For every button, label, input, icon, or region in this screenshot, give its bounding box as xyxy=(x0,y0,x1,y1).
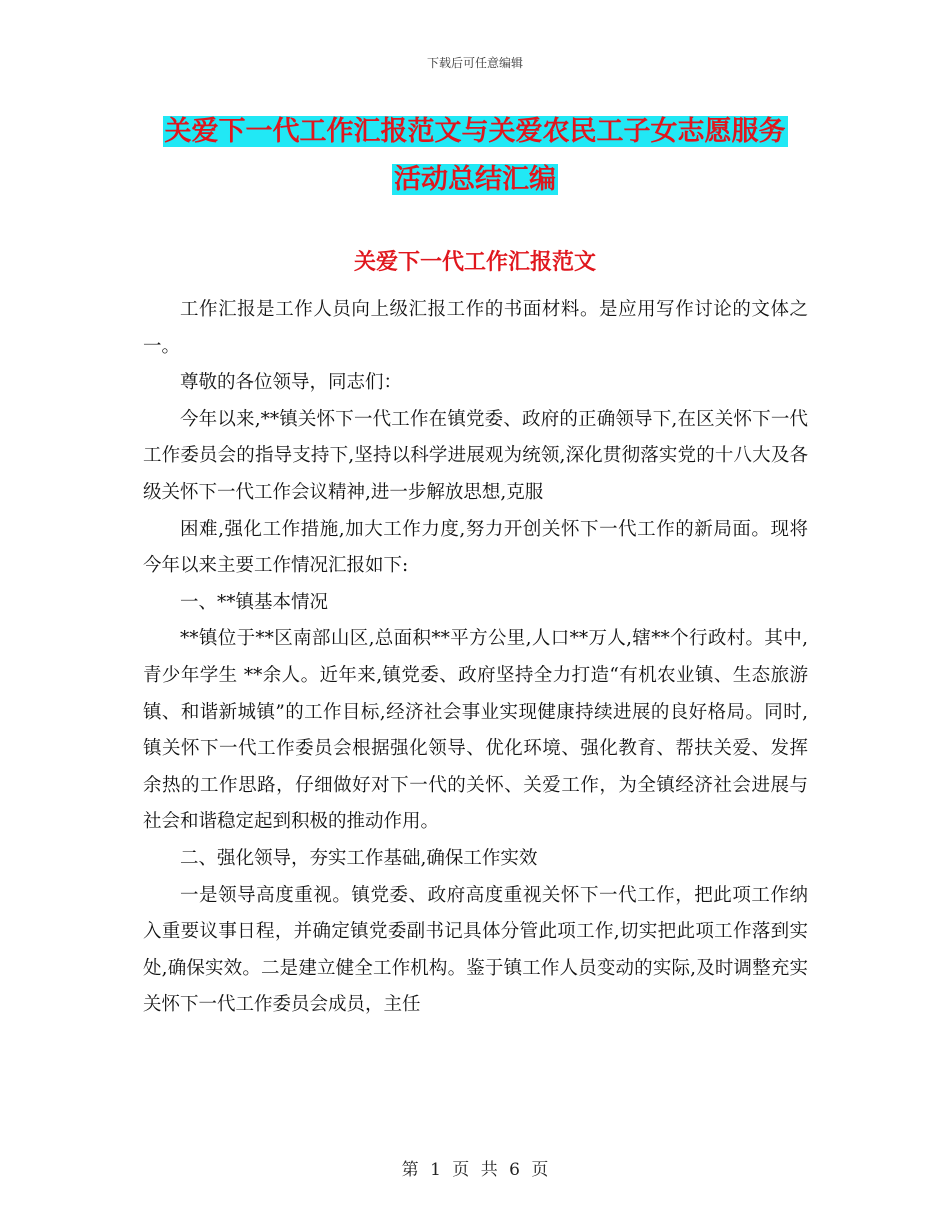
body-text xyxy=(143,292,808,1024)
paragraph: **镇位于**区南部山区,总面积**平方公里,人口**万人,辖**个行政村。其中,青少年学生 **余人。近年来,镇党委、政府坚持全力打造“有机农业镇、生态旅游镇、和谐新城镇”的工作目标,经济社会事业实现健康持续进展的良好格局。同时,镇关怀下一代工作委员会根据强化领导、优化环境、强化教育、帮扶关爱、发挥余热的工作思路，仔细做好对下一代的关怀、关爱工作，为全镇经济社会进展与社会和谐稳定起到积极的推动作用。 xyxy=(143,628,808,833)
paragraph: 困难,强化工作措施,加大工作力度,努力开创关怀下一代工作的新局面。现将今年以来主要工作情况汇报如下: xyxy=(143,518,808,577)
paragraph: 一是领导高度重视。镇党委、政府高度重视关怀下一代工作，把此项工作纳入重要议事日程，并确定镇党委副书记具体分管此项工作,切实把此项工作落到实处,确保实效。二是建立健全工作机构。鉴于镇工作人员变动的实际,及时调整充实关怀下一代工作委员会成员，主任 xyxy=(143,884,808,1016)
paragraph: 二、强化领导，夯实工作基础,确保工作实效 xyxy=(180,847,538,869)
paragraph: 一、**镇基本情况 xyxy=(180,591,329,613)
paragraph: 今年以来,**镇关怀下一代工作在镇党委、政府的正确领导下,在区关怀下一代工作委员会的指导支持下,坚持以科学进展观为统领,深化贯彻落实党的十八大及各级关怀下一代工作会议精神,进一步解放思想,克服 xyxy=(143,408,808,503)
header-note: 下载后可任意编辑 xyxy=(426,56,523,70)
section-title: 关爱下一代工作汇报范文 xyxy=(353,249,596,275)
title-line-2: 活动总结汇编 xyxy=(394,164,556,195)
title-line-1: 关爱下一代工作汇报范文与关爱农民工子女志愿服务 xyxy=(164,116,786,147)
document-title xyxy=(0,108,950,204)
paragraph: 尊敬的各位领导，同志们： xyxy=(180,372,403,394)
paragraph: 工作汇报是工作人员向上级汇报工作的书面材料。是应用写作讨论的文体之一。 xyxy=(143,299,808,357)
page-footer: 第 1 页 共 6 页 xyxy=(401,1160,549,1180)
